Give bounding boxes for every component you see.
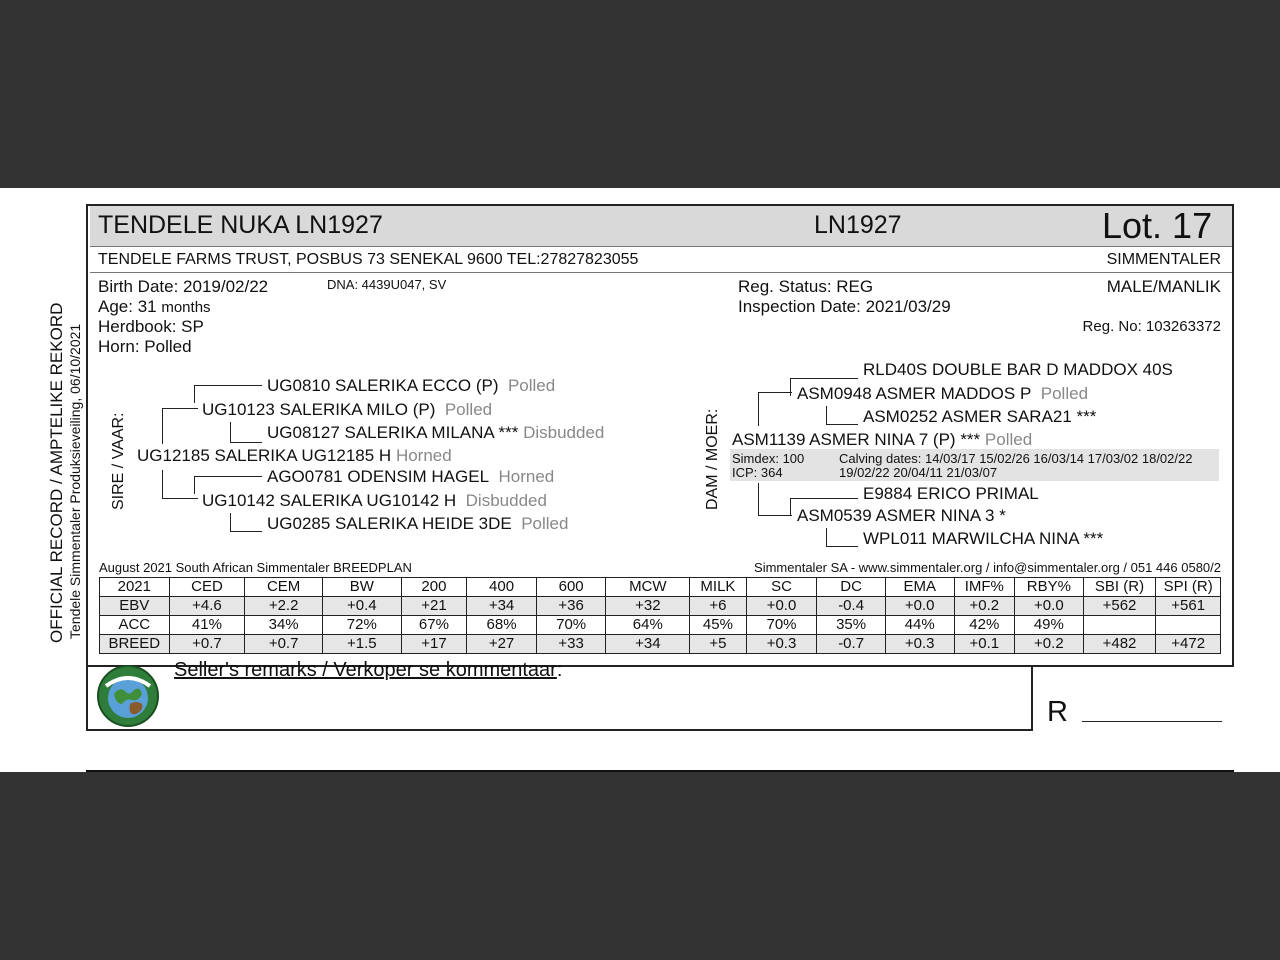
table-cell: +21 <box>401 597 467 616</box>
pedigree-line <box>162 498 198 499</box>
sire-dam-text: UG10142 SALERIKA UG10142 H <box>202 491 457 510</box>
pedigree-line <box>230 513 231 531</box>
sex: MALE/MANLIK <box>1106 277 1221 296</box>
sire-sire-sire <box>267 376 555 396</box>
remarks-colon: : <box>556 659 563 681</box>
animal-name: TENDELE NUKA LN1927 <box>98 211 383 239</box>
table-cell: +0.7 <box>245 635 323 654</box>
sire-horn-note: Horned <box>395 446 452 465</box>
simdex: Simdex: 100 <box>732 451 805 466</box>
table-cell: +562 <box>1083 597 1156 616</box>
price-prefix: R <box>1047 696 1068 728</box>
table-cell: +0.0 <box>1015 597 1084 616</box>
table-cell: +33 <box>536 635 606 654</box>
official-record-label: OFFICIAL RECORD / AMPTELIKE REKORD <box>47 302 66 643</box>
dam-horn-note: Polled <box>984 430 1033 449</box>
table-cell: +34 <box>467 597 537 616</box>
dam-dam-sire: E9884 ERICO PRIMAL <box>863 484 1039 503</box>
pedigree-line <box>162 408 198 409</box>
sire-sire-sire-text: UG0810 SALERIKA ECCO (P) <box>267 376 499 395</box>
table-cell: 70% <box>536 616 606 635</box>
table-cell <box>1156 616 1221 635</box>
dna: DNA: 4439U047, SV <box>327 277 447 292</box>
remarks-label <box>174 659 562 682</box>
table-cell: +17 <box>401 635 467 654</box>
price-input-line[interactable] <box>1082 721 1222 722</box>
sire-sire <box>202 400 492 420</box>
table-cell: +0.0 <box>746 597 817 616</box>
table-header-cell: SBI (R) <box>1083 578 1156 597</box>
table-cell: +0.0 <box>885 597 954 616</box>
table-header-cell: EMA <box>885 578 954 597</box>
sire-sire-sire-note: Polled <box>507 376 556 395</box>
table-cell: +1.5 <box>322 635 401 654</box>
table-header-cell: 600 <box>536 578 606 597</box>
sire-name <box>137 446 452 466</box>
dam-label: DAM / MOER: <box>704 408 721 510</box>
table-header-cell: 400 <box>467 578 537 597</box>
sire-sire-dam <box>267 423 604 443</box>
table-header-cell: IMF% <box>954 578 1015 597</box>
table-row-acc <box>100 616 1221 635</box>
breedplan-caption: August 2021 South African Simmentaler BREEDPLAN <box>99 560 412 575</box>
lot-number: Lot. 17 <box>1102 205 1213 246</box>
dam-sire-note: Polled <box>1040 384 1089 403</box>
table-cell: +0.3 <box>885 635 954 654</box>
table-cell: 41% <box>169 616 245 635</box>
sire-sire-text: UG10123 SALERIKA MILO (P) <box>202 400 436 419</box>
table-cell: +34 <box>606 635 690 654</box>
table-cell: +0.3 <box>746 635 817 654</box>
table-cell: EBV <box>100 597 170 616</box>
table-cell: ACC <box>100 616 170 635</box>
dam-dam: ASM0539 ASMER NINA 3 * <box>797 506 1006 525</box>
table-cell: 72% <box>322 616 401 635</box>
dam-sire-sire: RLD40S DOUBLE BAR D MADDOX 40S <box>863 360 1173 379</box>
table-header-row <box>100 578 1221 597</box>
table-cell: 67% <box>401 616 467 635</box>
age-unit: months <box>161 299 211 316</box>
pedigree-line <box>194 476 195 494</box>
breed-name: SIMMENTALER <box>1106 251 1221 268</box>
pedigree-line <box>194 385 195 403</box>
pedigree-line <box>758 392 759 426</box>
table-cell: 68% <box>467 616 537 635</box>
table-cell: 70% <box>746 616 817 635</box>
table-row-breed <box>100 635 1221 654</box>
table-cell: +0.2 <box>954 597 1015 616</box>
sire-sire-note: Polled <box>444 400 493 419</box>
table-cell: 44% <box>885 616 954 635</box>
table-cell: +36 <box>536 597 606 616</box>
table-cell: +0.2 <box>1015 635 1084 654</box>
horn-status: Horn: Polled <box>98 337 192 356</box>
simmentaler-globe-logo-icon <box>96 664 160 728</box>
table-cell: +472 <box>1156 635 1221 654</box>
pedigree-line <box>790 378 858 379</box>
table-cell: -0.4 <box>817 597 886 616</box>
table-header-cell: MCW <box>606 578 690 597</box>
dam-sire-dam: ASM0252 ASMER SARA21 *** <box>863 407 1097 426</box>
table-cell: -0.7 <box>817 635 886 654</box>
inspection-date: Inspection Date: 2021/03/29 <box>738 297 951 316</box>
table-cell: +561 <box>1156 597 1221 616</box>
reg-number: Reg. No: 103263372 <box>1082 318 1221 335</box>
dam-dam-dam: WPL011 MARWILCHA NINA *** <box>863 529 1104 548</box>
pedigree-line <box>194 476 262 477</box>
table-header-cell: 2021 <box>100 578 170 597</box>
pedigree-line <box>790 498 858 499</box>
calving-dates: Calving dates: 14/03/17 15/02/26 16/03/14 17/03/02 18/02/22 <box>839 451 1193 466</box>
table-header-cell: DC <box>817 578 886 597</box>
table-cell: 34% <box>245 616 323 635</box>
owner-line: TENDELE FARMS TRUST, POSBUS 73 SENEKAL 9600 TEL:27827823055 <box>98 251 639 268</box>
ebv-table <box>99 577 1221 654</box>
table-cell: +2.2 <box>245 597 323 616</box>
animal-code: LN1927 <box>814 211 902 239</box>
sire-dam-dam <box>267 514 568 534</box>
sire-dam-note: Disbudded <box>465 491 547 510</box>
sire-dam <box>202 491 547 511</box>
table-cell: +482 <box>1083 635 1156 654</box>
table-cell: BREED <box>100 635 170 654</box>
herdbook: Herdbook: SP <box>98 317 204 336</box>
birth-date: Birth Date: 2019/02/22 <box>98 277 269 296</box>
table-header-cell: RBY% <box>1015 578 1084 597</box>
dam-name <box>732 430 1032 450</box>
dam-sire-text: ASM0948 ASMER MADDOS P <box>797 384 1032 403</box>
table-cell: 35% <box>817 616 886 635</box>
pedigree-line <box>826 528 827 546</box>
table-cell: 45% <box>690 616 747 635</box>
table-header-cell: SC <box>746 578 817 597</box>
pedigree-line <box>230 531 262 532</box>
auction-label: Tendele Simmentaler Produksieveiling, 06/10/2021 <box>67 323 83 639</box>
age-value: Age: 31 <box>98 297 157 316</box>
sire-label: SIRE / VAAR: <box>110 412 127 510</box>
table-header-cell: CED <box>169 578 245 597</box>
pedigree-line <box>826 406 827 424</box>
divider <box>86 770 1234 772</box>
sire-dam-dam-text: UG0285 SALERIKA HEIDE 3DE <box>267 514 512 533</box>
sire-sire-dam-text: UG08127 SALERIKA MILANA *** <box>267 423 519 442</box>
table-cell: 42% <box>954 616 1015 635</box>
table-header-cell: MILK <box>690 578 747 597</box>
remarks-label-text: Seller's remarks / Verkoper se kommentaar <box>174 659 557 681</box>
pedigree-line <box>758 392 792 393</box>
icp: ICP: 364 <box>732 465 783 480</box>
dam-name-text: ASM1139 ASMER NINA 7 (P) *** <box>732 430 981 449</box>
table-header-cell: SPI (R) <box>1156 578 1221 597</box>
pedigree-line <box>826 424 858 425</box>
pedigree-line <box>826 546 858 547</box>
sire-dam-sire-text: AGO0781 ODENSIM HAGEL <box>267 467 490 486</box>
pedigree-line <box>790 378 791 396</box>
pedigree-line <box>230 442 262 443</box>
dam-sire <box>797 384 1088 404</box>
pedigree-line <box>230 422 231 442</box>
pedigree-line <box>162 470 163 498</box>
reg-status: Reg. Status: REG <box>738 277 874 296</box>
pedigree-line <box>790 498 791 516</box>
sire-dam-dam-note: Polled <box>521 514 569 533</box>
table-row-ebv <box>100 597 1221 616</box>
table-cell: +6 <box>690 597 747 616</box>
table-cell: +27 <box>467 635 537 654</box>
sire-name-text: UG12185 SALERIKA UG12185 H <box>137 446 392 465</box>
sire-sire-dam-note: Disbudded <box>523 423 605 442</box>
table-header-cell: 200 <box>401 578 467 597</box>
pedigree-line <box>194 385 262 386</box>
table-cell <box>1083 616 1156 635</box>
table-cell: +0.7 <box>169 635 245 654</box>
sire-dam-sire-note: Horned <box>498 467 555 486</box>
pedigree-line <box>758 515 792 516</box>
table-cell: +0.1 <box>954 635 1015 654</box>
table-cell: 64% <box>606 616 690 635</box>
table-cell: 49% <box>1015 616 1084 635</box>
table-header-cell: BW <box>322 578 401 597</box>
table-cell: +0.4 <box>322 597 401 616</box>
age <box>98 297 211 317</box>
contact-caption: Simmentaler SA - www.simmentaler.org / info@simmentaler.org / 051 446 0580/2 <box>754 560 1221 575</box>
table-header-cell: CEM <box>245 578 323 597</box>
pedigree-line <box>162 408 163 444</box>
calving-dates-cont: 19/02/22 20/04/11 21/03/07 <box>839 465 998 480</box>
table-cell: +4.6 <box>169 597 245 616</box>
sire-dam-sire <box>267 467 554 487</box>
table-cell: +5 <box>690 635 747 654</box>
table-cell: +32 <box>606 597 690 616</box>
pedigree-line <box>758 483 759 515</box>
